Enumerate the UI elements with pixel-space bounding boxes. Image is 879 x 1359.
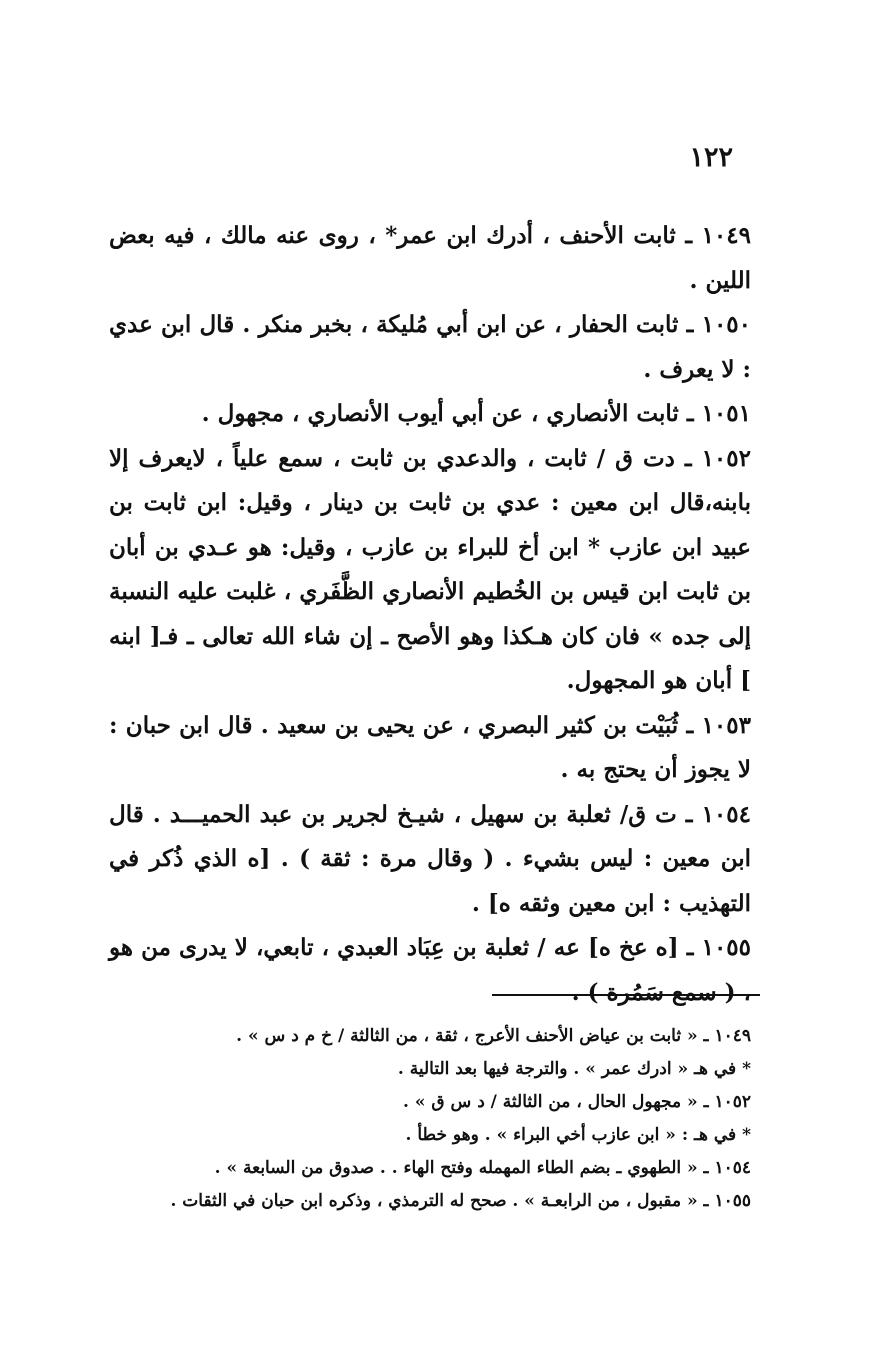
main-text bbox=[109, 214, 751, 1015]
footnotes bbox=[109, 1020, 751, 1218]
footnote: * في هـ « ادرك عمر » . والترجة فيها بعد التالية . bbox=[397, 1059, 751, 1079]
entry-1051 bbox=[109, 392, 751, 437]
entry-text: [ه عخ ه] عه / ثعلبة بن عِبَاد العبدي ، تابعي، لا يدرى من هو ، ( سمع سَمُرة ) . bbox=[109, 934, 751, 1006]
entry-number: ١٠٥٢ ـ bbox=[684, 444, 751, 472]
entry-text: ثابت الأحنف ، أدرك ابن عمر* ، روى عنه مالك ، فيه بعض اللين . bbox=[109, 222, 751, 294]
entry-1053 bbox=[109, 704, 751, 793]
entry-text: ثابت الأنصاري ، عن أبي أيوب الأنصاري ، مجهول . bbox=[201, 400, 679, 427]
entry-text: دت ق / ثابت ، والدعدي بن ثابت ، سمع علياً ، لايعرف إلا بابنه،قال ابن معين : عدي بن ثابت بن دينار ، وقيل: ابن ثابت بن عبيد ابن عازب * ابن أخ للبراء بن عازب ، وقيل: هو عـدي بن أبان بن ثابت ابن قيس بن الخُطيم الأنصاري الظَّفَري ، غلبت عليه النسبة إلى جده » فان كان هـكذا وهو الأصح ـ إن شاء الله تعالى ـ فـ[ ابنه ] أبان هو المجهول. bbox=[109, 444, 751, 694]
footnote: * في هـ : « ابن عازب أخي البراء » . وهو خطأ . bbox=[405, 1125, 751, 1145]
footnote: ١٠٥٤ ـ « الطهوي ـ بضم الطاء المهمله وفتح الهاء . . صدوق من السابعة » . bbox=[214, 1158, 751, 1178]
entry-1052 bbox=[109, 437, 751, 704]
entry-1054 bbox=[109, 793, 751, 927]
footnote-divider bbox=[492, 994, 760, 996]
footnote: ١٠٥٥ ـ « مقبول ، من الرابعـة » . صحح له الترمذي ، وذكره ابن حبان في الثقات . bbox=[170, 1191, 751, 1211]
entry-text: ثُبَيْت بن كثير البصري ، عن يحيى بن سعيد . قال ابن حبان : لا يجوز أن يحتج به . bbox=[109, 711, 751, 783]
footnote: ١٠٤٩ ـ « ثابت بن عياض الأحنف الأعرج ، ثقة ، من الثالثة / خ م د س » . bbox=[236, 1026, 751, 1046]
entry-number: ١٠٥٤ ـ bbox=[685, 800, 751, 828]
entry-number: ١٠٤٩ ـ bbox=[685, 222, 751, 249]
entry-text: ت ق/ ثعلبة بن سهيل ، شيـخ لجرير بن عبد الحميـــد . قال ابن معين : ليس بشيء . ( وقال مرة : ثقة ) . [ه الذي ذُكر في التهذيب : ابن معين وثقه ه] . bbox=[109, 800, 751, 917]
entry-1049 bbox=[109, 214, 751, 303]
entry-number: ١٠٥٥ ـ bbox=[686, 934, 752, 961]
entry-number: ١٠٥١ ـ bbox=[686, 400, 751, 427]
entry-1055 bbox=[109, 926, 751, 1015]
footnote: ١٠٥٢ ـ « مجهول الحال ، من الثالثة / د س ق » . bbox=[403, 1092, 751, 1112]
entry-number: ١٠٥٠ ـ bbox=[686, 311, 752, 338]
entry-1050 bbox=[109, 303, 751, 392]
entry-text: ثابت الحفار ، عن ابن أبي مُليكة ، بخبر منكر . قال ابن عدي : لا يعرف . bbox=[109, 311, 751, 383]
page-number: ١٢٢ bbox=[689, 142, 733, 173]
entry-number: ١٠٥٣ ـ bbox=[686, 711, 751, 739]
